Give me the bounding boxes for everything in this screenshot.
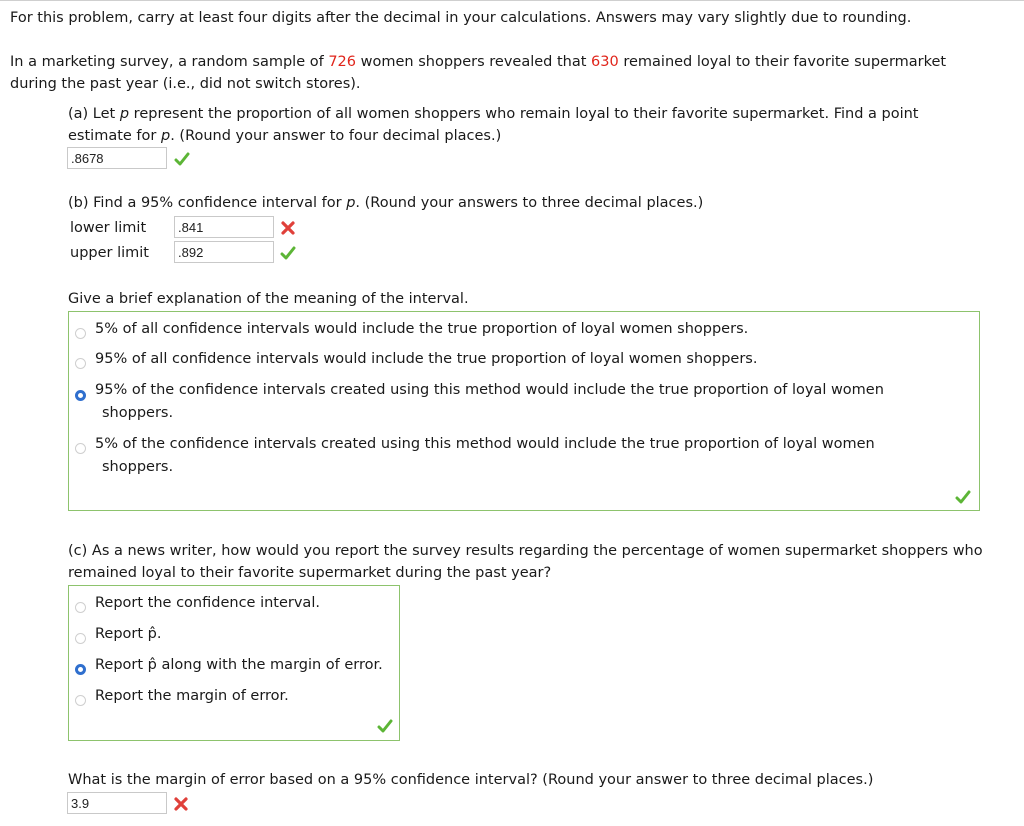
report-option-2[interactable]: Report p̂. <box>95 626 162 642</box>
loyal-count: 630 <box>591 54 619 70</box>
explanation-radio-2[interactable] <box>75 358 86 369</box>
survey-text-1: In a marketing survey, a random sample of <box>10 54 329 70</box>
part-a-text-4: . (Round your answer to four decimal places.) <box>170 128 502 144</box>
point-estimate-input[interactable]: .8678 <box>67 147 167 169</box>
explanation-option-2[interactable]: 95% of all confidence intervals would include the true proportion of loyal women shoppers. <box>95 351 758 367</box>
report-radio-4[interactable] <box>75 695 86 706</box>
upper-limit-label: upper limit <box>70 245 149 261</box>
cross-icon <box>173 796 189 812</box>
upper-limit-input[interactable]: .892 <box>174 241 274 263</box>
part-b-text: (b) Find a 95% confidence interval for <box>68 195 347 211</box>
margin-question: What is the margin of error based on a 95% confidence interval? (Round your answer to three decimal places.) <box>68 772 874 788</box>
part-a-text: (a) Let <box>68 106 120 122</box>
part-b-question <box>68 195 703 211</box>
part-b-text-2: . (Round your answers to three decimal places.) <box>355 195 704 211</box>
explanation-option-1[interactable]: 5% of all confidence intervals would include the true proportion of loyal women shoppers. <box>95 321 749 337</box>
explanation-option-3[interactable]: 95% of the confidence intervals created using this method would include the true proportion of loyal women <box>95 382 884 398</box>
top-divider <box>0 0 1024 1</box>
part-a-text-3: estimate for <box>68 128 161 144</box>
explanation-radio-1[interactable] <box>75 328 86 339</box>
var-p: p <box>346 195 356 211</box>
explanation-option-3-cont: shoppers. <box>102 405 174 421</box>
survey-text-3: remained loyal to their favorite supermarket <box>618 54 947 70</box>
margin-of-error-input[interactable]: 3.9 <box>67 792 167 814</box>
report-radio-3-selected[interactable] <box>75 664 86 675</box>
var-p: p <box>119 106 130 122</box>
explanation-option-4[interactable]: 5% of the confidence intervals created using this method would include the true proportion of loyal women <box>95 436 875 452</box>
explanation-radio-3-selected[interactable] <box>75 390 86 401</box>
report-option-3[interactable]: Report p̂ along with the margin of error. <box>95 657 383 673</box>
lower-limit-label: lower limit <box>70 220 147 236</box>
part-a-question-line-1 <box>68 106 919 122</box>
part-a-text-2: represent the proportion of all women shoppers who remain loyal to their favorite supermarket. Find a point <box>129 106 919 122</box>
check-icon <box>377 718 393 734</box>
report-option-4[interactable]: Report the margin of error. <box>95 688 289 704</box>
intro-text: For this problem, carry at least four digits after the decimal in your calculations. Answers may vary slightly due to rounding. <box>10 10 912 26</box>
survey-line-2: during the past year (i.e., did not switch stores). <box>10 76 361 92</box>
check-icon <box>174 151 190 167</box>
part-a-question-line-2 <box>68 128 501 144</box>
part-c-question-line-2: remained loyal to their favorite supermarket during the past year? <box>68 565 552 581</box>
explanation-radio-4[interactable] <box>75 443 86 454</box>
check-icon <box>280 245 296 261</box>
report-radio-2[interactable] <box>75 633 86 644</box>
survey-line-1 <box>10 54 946 70</box>
lower-limit-input[interactable]: .841 <box>174 216 274 238</box>
var-p: p <box>160 128 171 144</box>
sample-size: 726 <box>328 54 357 70</box>
explanation-option-4-cont: shoppers. <box>102 459 174 475</box>
part-c-question-line-1: (c) As a news writer, how would you report the survey results regarding the percentage of women supermarket shoppers who <box>68 543 983 559</box>
check-icon <box>955 489 971 505</box>
survey-text-2: women shoppers revealed that <box>356 54 592 70</box>
explanation-answer-box <box>68 311 980 511</box>
explanation-prompt: Give a brief explanation of the meaning of the interval. <box>68 291 469 307</box>
report-option-1[interactable]: Report the confidence interval. <box>95 595 320 611</box>
report-radio-1[interactable] <box>75 602 86 613</box>
cross-icon <box>280 220 296 236</box>
